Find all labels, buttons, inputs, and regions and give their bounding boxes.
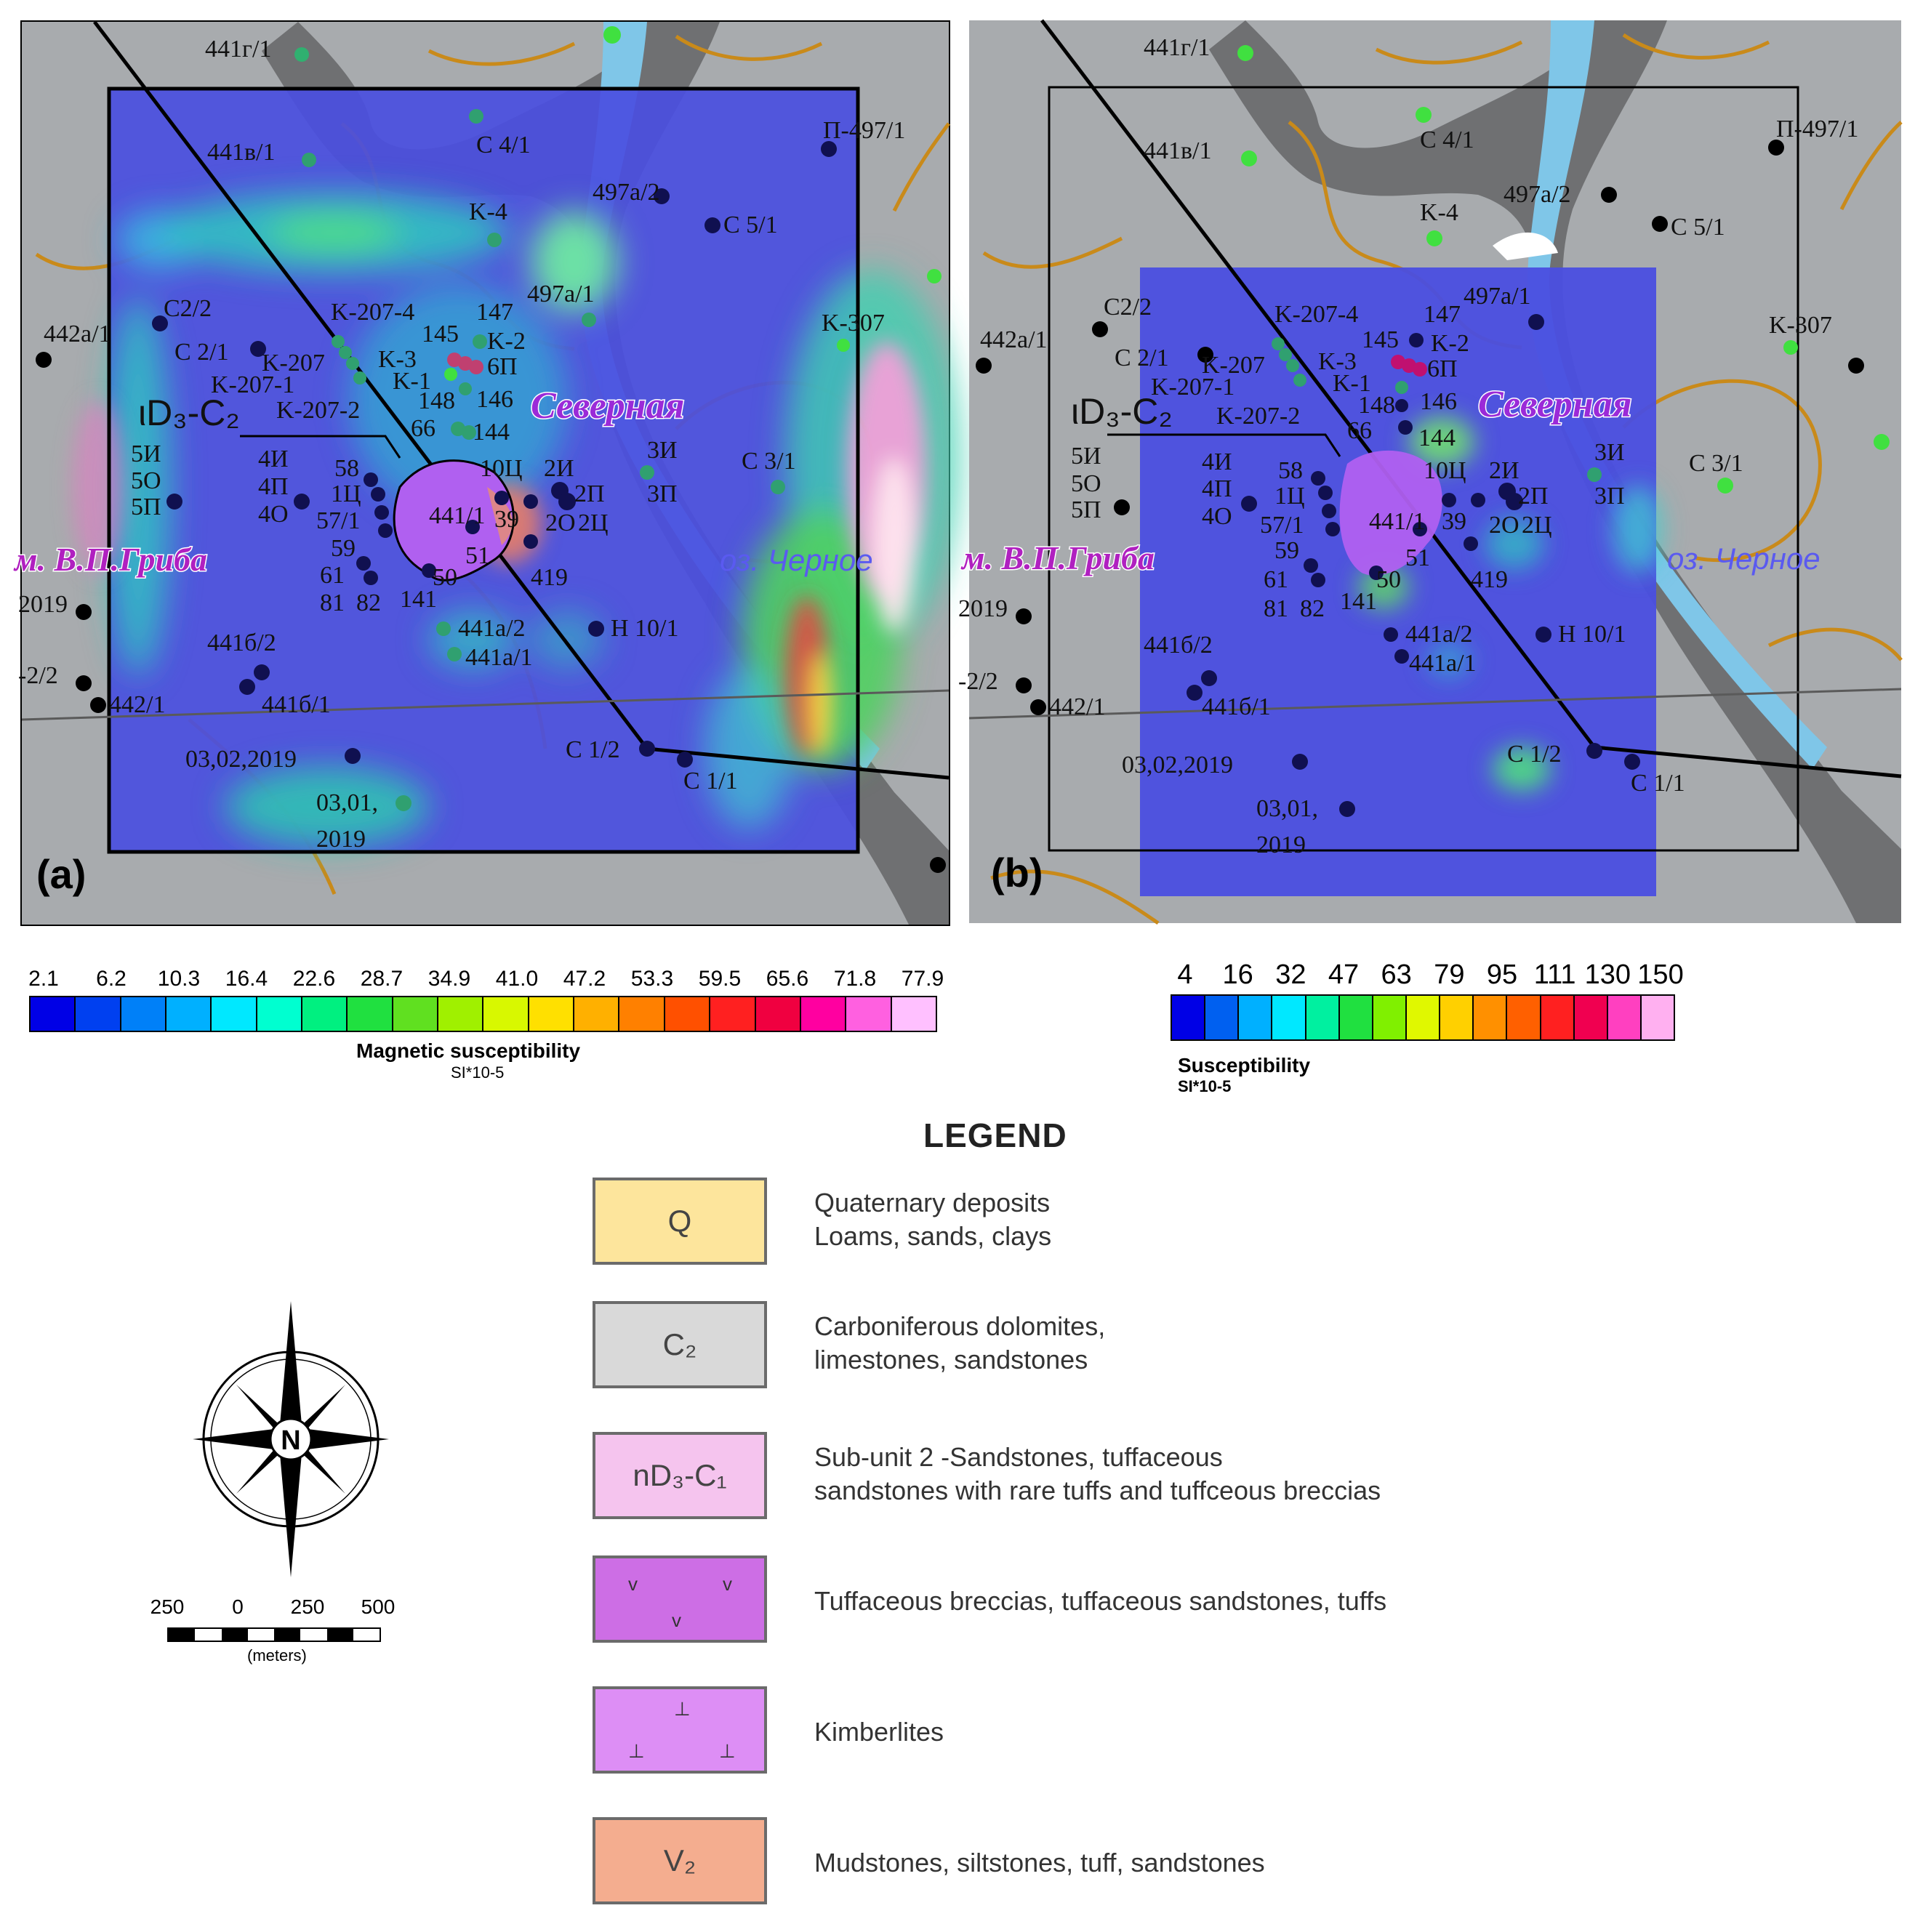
svg-text:K-3: K-3 <box>378 346 417 373</box>
colorbar-cell <box>892 997 936 1031</box>
colorbar-cell <box>1541 996 1575 1039</box>
colorbar-tick-label: 47 <box>1328 959 1360 990</box>
svg-text:5О: 5О <box>1071 470 1101 497</box>
colorbar-cell <box>529 997 574 1031</box>
colorbar-tick-label: 22.6 <box>292 967 336 991</box>
colorbar-tick-label: 65.6 <box>766 967 809 991</box>
svg-text:148: 148 <box>1358 392 1395 419</box>
legend-text: Sub-unit 2 -Sandstones, tuffaceous sandstones with rare tuffs and tuffceous breccias <box>814 1442 1381 1505</box>
svg-text:441г/1: 441г/1 <box>205 36 272 63</box>
map-scale-unit: (meters) <box>247 1646 307 1665</box>
colorbar-tick-label: 63 <box>1381 959 1412 990</box>
svg-text:K-1: K-1 <box>1333 370 1371 397</box>
legend-text: Mudstones, siltstones, tuff, sandstones <box>814 1848 1265 1877</box>
place-label-2-a: м. В.П.Гриба <box>15 541 208 578</box>
svg-text:497а/2: 497а/2 <box>1504 181 1571 208</box>
svg-text:5П: 5П <box>131 494 161 520</box>
svg-text:K-207: K-207 <box>1202 352 1265 379</box>
colorbar-cell <box>31 997 76 1031</box>
svg-text:K-207-1: K-207-1 <box>211 371 295 398</box>
colorbar-tick-label: 16 <box>1222 959 1253 990</box>
svg-text:1Ц: 1Ц <box>331 480 361 507</box>
panel-label-b: (b) <box>991 850 1043 895</box>
svg-text:K-2: K-2 <box>487 328 526 355</box>
legend-item-tuffaceous-breccias <box>593 1555 1901 1646</box>
svg-text:441б/2: 441б/2 <box>1144 632 1213 659</box>
svg-text:10Ц: 10Ц <box>1424 457 1466 484</box>
legend-symbol: V₂ <box>663 1843 696 1877</box>
svg-text:2П: 2П <box>574 480 605 507</box>
colorbar-cell <box>257 997 302 1031</box>
svg-text:C 3/1: C 3/1 <box>742 448 796 475</box>
svg-text:10Ц: 10Ц <box>480 455 523 482</box>
map-scale-segments <box>167 1627 381 1642</box>
svg-text:4П: 4П <box>1202 475 1232 502</box>
legend-item-kimberlites <box>593 1686 1901 1777</box>
svg-text:4П: 4П <box>258 473 289 500</box>
svg-text:K-2: K-2 <box>1431 330 1469 357</box>
colorbar-cell <box>348 997 393 1031</box>
svg-text:5И: 5И <box>131 440 161 467</box>
legend-item-vendian <box>593 1817 1901 1908</box>
legend-item-subunit-2 <box>593 1432 1901 1523</box>
colorbar-a-bar <box>29 996 937 1032</box>
colorbar-tick-label: 130 <box>1584 959 1631 990</box>
svg-text:K-307: K-307 <box>822 310 885 337</box>
unit-label-b: ιD₃-C₂ <box>1071 391 1173 432</box>
svg-text:03,02,2019: 03,02,2019 <box>1122 752 1233 778</box>
svg-text:K-207-2: K-207-2 <box>276 397 361 424</box>
svg-text:144: 144 <box>473 419 510 446</box>
svg-text:2О: 2О <box>1489 512 1519 539</box>
svg-text:4И: 4И <box>1202 448 1232 475</box>
svg-text:50: 50 <box>1376 566 1401 593</box>
svg-text:81: 81 <box>1264 595 1288 622</box>
colorbar-tick-label: 77.9 <box>901 967 944 991</box>
colorbar-cell <box>1474 996 1507 1039</box>
lake-label-b: оз. Черное <box>1667 542 1820 576</box>
colorbar-cell <box>574 997 619 1031</box>
colorbar-b-bar <box>1171 994 1675 1041</box>
svg-text:419: 419 <box>531 564 568 591</box>
svg-text:441в/1: 441в/1 <box>207 139 276 166</box>
svg-text:П-497/1: П-497/1 <box>823 117 906 144</box>
colorbar-tick-label: 95 <box>1486 959 1518 990</box>
svg-text:5П: 5П <box>1071 496 1101 523</box>
svg-text:82: 82 <box>356 589 381 616</box>
map-scale-bar: 250 0 250 500 (meters) <box>150 1595 396 1665</box>
svg-text:C 4/1: C 4/1 <box>1420 126 1474 153</box>
svg-text:03,01,: 03,01, <box>316 789 378 816</box>
colorbar-cell <box>212 997 257 1031</box>
svg-text:4О: 4О <box>258 501 289 528</box>
legend-symbol: C₂ <box>662 1327 697 1361</box>
legend-text: Quaternary deposits Loams, sands, clays <box>814 1188 1052 1251</box>
svg-text:146: 146 <box>476 386 513 413</box>
colorbar-tick-label: 16.4 <box>225 967 268 991</box>
svg-text:82: 82 <box>1300 595 1325 622</box>
svg-text:C 1/2: C 1/2 <box>566 736 620 763</box>
svg-text:2019: 2019 <box>958 595 1008 622</box>
svg-text:141: 141 <box>400 586 437 613</box>
legend-text: Tuffaceous breccias, tuffaceous sandstones, tuffs <box>814 1586 1387 1616</box>
svg-text:4И: 4И <box>258 446 289 472</box>
svg-text:58: 58 <box>1278 457 1303 484</box>
svg-text:145: 145 <box>422 321 459 347</box>
legend-symbol: nD₃-C₁ <box>633 1458 727 1492</box>
svg-text:2019: 2019 <box>316 826 366 853</box>
svg-text:C 1/1: C 1/1 <box>1631 770 1685 797</box>
colorbar-a-ticks <box>28 967 944 996</box>
svg-text:2Ц: 2Ц <box>578 510 609 536</box>
colorbar-cell <box>1440 996 1474 1039</box>
svg-text:441/1: 441/1 <box>1369 508 1426 535</box>
colorbar-cell <box>1172 996 1205 1039</box>
svg-text:441/1: 441/1 <box>429 502 486 529</box>
svg-text:3П: 3П <box>647 480 678 507</box>
colorbar-tick-label: 28.7 <box>360 967 404 991</box>
colorbar-tick-label: 59.5 <box>698 967 742 991</box>
north-arrow-icon <box>185 1294 396 1548</box>
colorbar-cell <box>1507 996 1541 1039</box>
panel-label-a: (a) <box>36 851 87 897</box>
colorbar-cell <box>1205 996 1239 1039</box>
svg-text:2019: 2019 <box>18 591 68 618</box>
svg-text:442а/1: 442а/1 <box>44 321 111 347</box>
svg-text:C 3/1: C 3/1 <box>1689 450 1743 477</box>
svg-text:61: 61 <box>320 562 345 589</box>
colorbar-cell <box>1608 996 1642 1039</box>
colorbar-cell <box>302 997 348 1031</box>
svg-text:59: 59 <box>1274 537 1299 564</box>
svg-text:03,01,: 03,01, <box>1256 795 1318 822</box>
legend-symbol: Q <box>667 1204 692 1238</box>
svg-text:66: 66 <box>1347 417 1372 444</box>
legend-text: Carboniferous dolomites, limestones, sandstones <box>814 1311 1106 1374</box>
colorbar-tick-label: 34.9 <box>427 967 471 991</box>
svg-text:81: 81 <box>320 589 345 616</box>
svg-text:6П: 6П <box>487 353 518 380</box>
legend-swatch <box>593 1817 767 1904</box>
svg-text:4О: 4О <box>1202 503 1232 530</box>
map-b-svg <box>958 20 1901 923</box>
svg-text:2П: 2П <box>1518 483 1549 510</box>
svg-text:C2/2: C2/2 <box>1104 294 1152 321</box>
colorbar-tick-label: 10.3 <box>157 967 201 991</box>
colorbar-cell <box>619 997 665 1031</box>
colorbar-tick-label: 111 <box>1533 959 1576 990</box>
colorbar-cell <box>846 997 891 1031</box>
svg-text:03,02,2019: 03,02,2019 <box>185 746 297 773</box>
svg-text:441а/2: 441а/2 <box>458 615 526 642</box>
colorbar-cell <box>438 997 483 1031</box>
svg-text:K-4: K-4 <box>469 198 507 225</box>
colorbar-tick-label: 47.2 <box>563 967 606 991</box>
svg-text:497а/1: 497а/1 <box>527 281 595 307</box>
svg-text:C2/2: C2/2 <box>164 295 212 322</box>
svg-text:K-3: K-3 <box>1318 348 1357 375</box>
svg-text:-2/2: -2/2 <box>958 668 998 695</box>
place-label-2-b: м. В.П.Гриба <box>962 539 1155 576</box>
svg-text:441г/1: 441г/1 <box>1144 34 1211 61</box>
svg-text:5О: 5О <box>131 467 161 494</box>
svg-text:50: 50 <box>433 564 457 591</box>
legend-text: Kimberlites <box>814 1717 944 1747</box>
svg-text:419: 419 <box>1471 566 1508 593</box>
svg-text:51: 51 <box>465 542 490 569</box>
svg-text:497а/1: 497а/1 <box>1464 283 1531 310</box>
unit-label-a: ιD₃-C₂ <box>138 393 240 433</box>
svg-text:441а/1: 441а/1 <box>465 644 533 671</box>
colorbar-cell <box>1272 996 1306 1039</box>
legend-swatch: v v v <box>593 1555 767 1643</box>
legend-swatch: ⊥ ⊥ ⊥ <box>593 1686 767 1774</box>
map-panel-b <box>958 20 1901 923</box>
svg-text:K-207-4: K-207-4 <box>331 299 415 326</box>
colorbar-tick-label: 6.2 <box>96 967 127 991</box>
colorbar-cell <box>665 997 710 1031</box>
svg-text:3П: 3П <box>1594 483 1625 510</box>
map-a-svg <box>15 22 949 925</box>
colorbar-cell <box>121 997 166 1031</box>
svg-text:-2/2: -2/2 <box>18 662 58 689</box>
lake-label-a: оз. Черное <box>720 543 873 577</box>
colorbar-cell <box>393 997 438 1031</box>
svg-text:K-307: K-307 <box>1769 312 1832 339</box>
legend-swatch <box>593 1178 767 1265</box>
colorbar-tick-label: 4 <box>1177 959 1193 990</box>
colorbar-b-title: Susceptibility <box>1178 1054 1311 1076</box>
svg-text:K-1: K-1 <box>393 368 431 395</box>
svg-text:497а/2: 497а/2 <box>593 179 660 206</box>
svg-text:K-207-4: K-207-4 <box>1274 301 1359 328</box>
svg-text:58: 58 <box>334 455 359 482</box>
svg-text:441в/1: 441в/1 <box>1144 137 1212 164</box>
svg-text:6П: 6П <box>1427 355 1458 382</box>
svg-text:3И: 3И <box>647 437 678 464</box>
colorbar-cell <box>76 997 121 1031</box>
svg-text:441а/1: 441а/1 <box>1409 650 1477 677</box>
svg-text:K-207-2: K-207-2 <box>1216 403 1301 430</box>
place-label-a: Северная <box>531 385 685 427</box>
svg-text:C 2/1: C 2/1 <box>1115 345 1169 371</box>
map-panel-a <box>15 20 950 926</box>
svg-text:K-207-1: K-207-1 <box>1151 374 1235 401</box>
svg-text:145: 145 <box>1362 326 1399 353</box>
colorbar-tick-label: 71.8 <box>833 967 877 991</box>
svg-text:39: 39 <box>1442 508 1466 535</box>
svg-text:39: 39 <box>494 506 519 533</box>
colorbar-cell <box>1407 996 1440 1039</box>
svg-text:441б/2: 441б/2 <box>207 629 276 656</box>
colorbar-a-title: Magnetic susceptibility <box>356 1039 581 1062</box>
svg-text:2О: 2О <box>545 510 576 536</box>
colorbar-cell <box>166 997 212 1031</box>
svg-text:2019: 2019 <box>1256 832 1306 858</box>
colorbar-tick-label: 53.3 <box>630 967 674 991</box>
svg-text:C 1/1: C 1/1 <box>683 768 738 794</box>
colorbar-cell <box>483 997 529 1031</box>
colorbar-a-unit: SI*10-5 <box>451 1063 505 1082</box>
colorbar-cell <box>1575 996 1608 1039</box>
colorbar-tick-label: 32 <box>1275 959 1306 990</box>
colorbar-tick-label: 2.1 <box>28 967 59 991</box>
svg-text:C 2/1: C 2/1 <box>174 339 229 366</box>
svg-text:H 10/1: H 10/1 <box>1558 621 1626 648</box>
svg-text:2И: 2И <box>1489 457 1519 484</box>
svg-text:C 5/1: C 5/1 <box>723 212 778 238</box>
svg-text:66: 66 <box>411 415 435 442</box>
svg-text:442/1: 442/1 <box>1049 693 1106 720</box>
svg-text:146: 146 <box>1420 388 1457 415</box>
legend-swatch <box>593 1432 767 1519</box>
svg-text:П-497/1: П-497/1 <box>1776 116 1859 142</box>
svg-text:61: 61 <box>1264 566 1288 593</box>
legend-item-quaternary <box>593 1178 1901 1268</box>
colorbar-cell <box>1239 996 1272 1039</box>
svg-text:141: 141 <box>1340 588 1377 615</box>
legend-title: LEGEND <box>923 1116 1067 1154</box>
svg-text:C 4/1: C 4/1 <box>476 132 531 158</box>
svg-text:148: 148 <box>418 387 455 414</box>
colorbar-b-unit: SI*10-5 <box>1178 1077 1232 1095</box>
svg-text:C 1/2: C 1/2 <box>1507 741 1562 768</box>
colorbar-b-ticks <box>1171 959 1694 991</box>
svg-text:147: 147 <box>476 299 513 326</box>
legend-swatch <box>593 1301 767 1388</box>
svg-text:144: 144 <box>1418 424 1456 451</box>
svg-text:441б/1: 441б/1 <box>262 691 331 718</box>
colorbar-cell <box>756 997 801 1031</box>
svg-text:57/1: 57/1 <box>316 507 361 534</box>
svg-text:59: 59 <box>331 535 356 562</box>
svg-text:147: 147 <box>1424 301 1461 328</box>
svg-text:57/1: 57/1 <box>1260 512 1304 539</box>
svg-text:442а/1: 442а/1 <box>980 326 1048 353</box>
svg-text:2Ц: 2Ц <box>1522 512 1552 539</box>
colorbar-cell <box>710 997 755 1031</box>
svg-text:H 10/1: H 10/1 <box>611 615 679 642</box>
svg-text:441б/1: 441б/1 <box>1202 693 1271 720</box>
colorbar-tick-label: 150 <box>1637 959 1684 990</box>
legend-item-carboniferous <box>593 1301 1901 1392</box>
colorbar-cell <box>1642 996 1674 1039</box>
colorbar-b <box>1171 959 1694 1105</box>
colorbar-tick-label: 41.0 <box>495 967 539 991</box>
svg-text:N: N <box>281 1425 301 1456</box>
place-label-b: Северная <box>1478 384 1632 425</box>
svg-text:51: 51 <box>1405 544 1430 571</box>
svg-text:K-207: K-207 <box>262 350 325 377</box>
colorbar-a <box>28 967 944 1098</box>
colorbar-tick-label: 79 <box>1434 959 1465 990</box>
svg-text:C 5/1: C 5/1 <box>1671 214 1725 241</box>
svg-text:3И: 3И <box>1594 439 1625 466</box>
colorbar-cell <box>1306 996 1340 1039</box>
colorbar-cell <box>801 997 846 1031</box>
svg-text:442/1: 442/1 <box>109 691 166 718</box>
svg-text:K-4: K-4 <box>1420 199 1458 226</box>
svg-text:1Ц: 1Ц <box>1274 483 1305 510</box>
colorbar-cell <box>1340 996 1373 1039</box>
svg-text:2И: 2И <box>544 455 574 482</box>
svg-text:441а/2: 441а/2 <box>1405 621 1473 648</box>
colorbar-cell <box>1373 996 1407 1039</box>
svg-text:5И: 5И <box>1071 443 1101 470</box>
